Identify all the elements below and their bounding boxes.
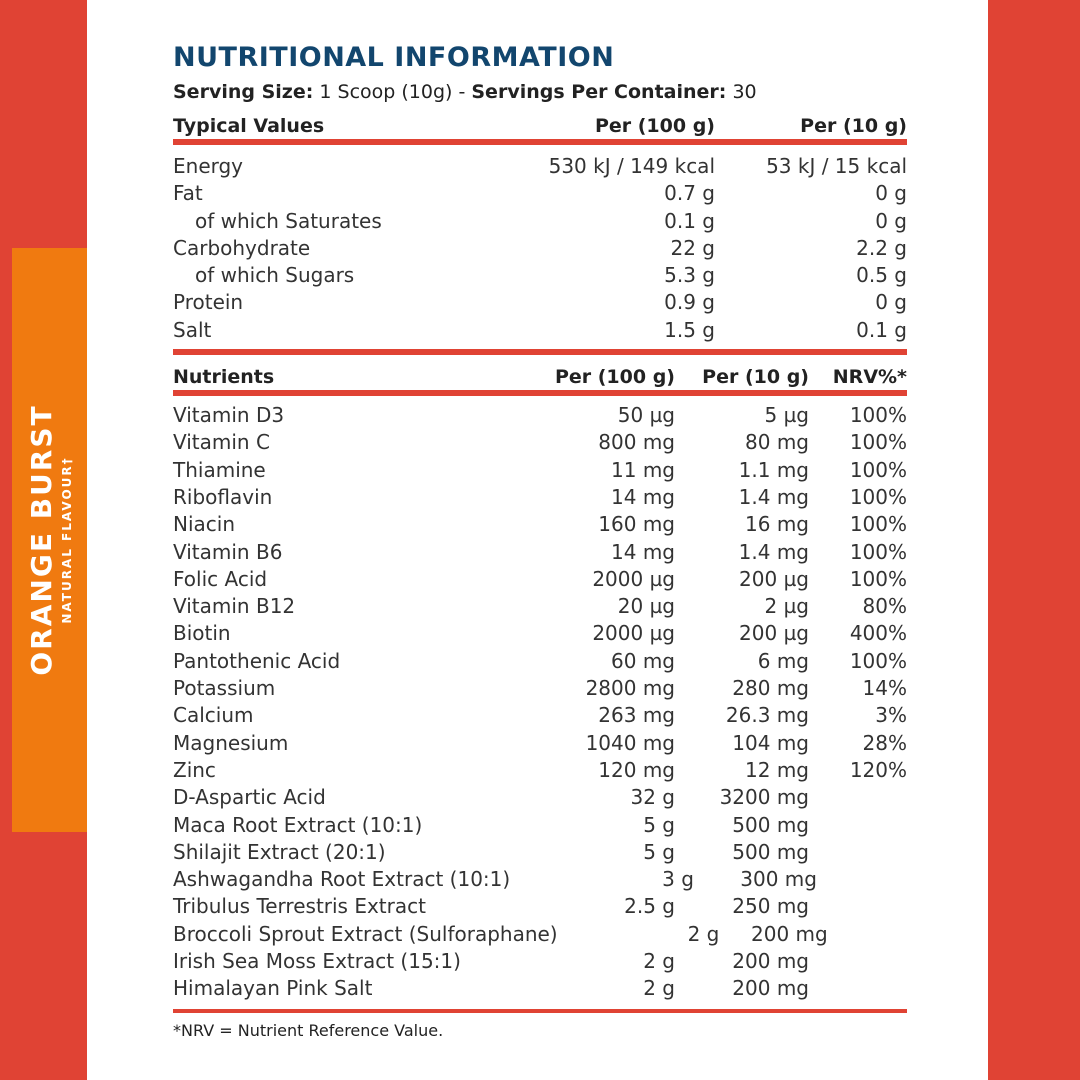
- row-value: 1.4 mg: [738, 539, 809, 564]
- table-row: [173, 402, 907, 429]
- row-label: Tribulus Terrestris Extract: [173, 894, 426, 919]
- header-nrv: NRV%*: [832, 366, 907, 389]
- row-label: Ashwagandha Root Extract (10:1): [173, 867, 511, 892]
- row-value: 400%: [849, 621, 907, 646]
- row-value: 0 g: [875, 290, 907, 315]
- table-row: [173, 511, 907, 538]
- row-value: 0.9 g: [664, 290, 715, 315]
- row-value: 263 mg: [598, 703, 675, 728]
- row-label: Energy: [173, 154, 244, 178]
- row-value: 2 g: [643, 976, 675, 1001]
- table-row: [173, 675, 907, 702]
- nutrition-panel: [173, 42, 907, 1041]
- row-value: 0.5 g: [856, 263, 907, 288]
- table-row: [173, 289, 907, 316]
- row-value: 3%: [875, 703, 907, 728]
- row-value: 104 mg: [732, 730, 809, 755]
- row-value: 200 mg: [751, 921, 828, 946]
- table-row: [173, 839, 907, 866]
- row-value: 530 kJ / 149 kcal: [548, 154, 715, 178]
- table-row: [173, 153, 907, 180]
- table-row: [173, 948, 907, 975]
- row-label: D-Aspartic Acid: [173, 785, 326, 810]
- row-label: Fat: [173, 181, 203, 206]
- flavour-name: ORANGE BURST: [24, 404, 58, 676]
- row-label: Vitamin D3: [173, 403, 285, 428]
- row-value: 120%: [849, 757, 907, 782]
- row-label: Irish Sea Moss Extract (15:1): [173, 949, 461, 974]
- row-value: 2 g: [643, 949, 675, 974]
- row-value: [809, 948, 907, 975]
- row-value: 500 mg: [732, 812, 809, 837]
- row-value: [817, 866, 907, 893]
- table-row: [173, 208, 907, 235]
- row-value: 11 mg: [611, 457, 675, 482]
- row-label: Pantothenic Acid: [173, 648, 341, 673]
- row-value: 5 g: [643, 839, 675, 864]
- header-per-10g: Per (10 g): [800, 115, 907, 137]
- table-row: [173, 757, 907, 784]
- row-value: 100%: [849, 430, 907, 455]
- table-row: [173, 730, 907, 757]
- row-value: 5 µg: [764, 403, 809, 428]
- nutrients-header: [173, 364, 907, 390]
- row-value: 100%: [849, 648, 907, 673]
- row-value: 60 mg: [611, 648, 675, 673]
- table-row: [173, 975, 907, 1002]
- row-value: [809, 839, 907, 866]
- row-value: 80%: [862, 594, 907, 619]
- row-value: 16 mg: [745, 512, 809, 537]
- servings-per-container-label: Servings Per Container:: [471, 81, 727, 103]
- row-value: [828, 921, 907, 948]
- row-value: 200 mg: [732, 976, 809, 1001]
- row-value: 2.5 g: [624, 894, 675, 919]
- row-value: [809, 812, 907, 839]
- row-label: Folic Acid: [173, 566, 268, 591]
- row-label: Maca Root Extract (10:1): [173, 812, 423, 837]
- row-value: 800 mg: [598, 430, 675, 455]
- row-label: Riboflavin: [173, 484, 273, 509]
- table-row: [173, 317, 907, 344]
- row-label: Biotin: [173, 621, 231, 646]
- table-row: [173, 235, 907, 262]
- flavour-tab: [12, 248, 87, 832]
- row-label: Broccoli Sprout Extract (Sulforaphane): [173, 921, 558, 946]
- table-row: [173, 539, 907, 566]
- divider: [173, 1009, 907, 1013]
- row-value: 2800 mg: [585, 676, 675, 701]
- row-value: 1.5 g: [664, 317, 715, 342]
- row-label: Magnesium: [173, 730, 289, 755]
- nutrients-table: [173, 396, 907, 1009]
- row-value: 14%: [862, 676, 907, 701]
- table-row: [173, 648, 907, 675]
- table-row: [173, 180, 907, 207]
- serving-line: [173, 80, 907, 104]
- row-value: 280 mg: [732, 676, 809, 701]
- row-label: Shilajit Extract (20:1): [173, 839, 386, 864]
- row-value: [809, 893, 907, 920]
- row-value: 22 g: [670, 235, 715, 260]
- row-value: 2000 µg: [592, 566, 675, 591]
- table-row: [173, 784, 907, 811]
- header-nutrients: Nutrients: [173, 366, 275, 389]
- row-value: 2.2 g: [856, 235, 907, 260]
- row-label: Calcium: [173, 703, 254, 728]
- row-value: 1040 mg: [585, 730, 675, 755]
- row-value: 6 mg: [757, 648, 809, 673]
- row-value: 250 mg: [732, 894, 809, 919]
- row-value: 160 mg: [598, 512, 675, 537]
- row-value: 100%: [849, 484, 907, 509]
- row-value: 50 µg: [617, 403, 675, 428]
- row-label: Himalayan Pink Salt: [173, 976, 373, 1001]
- row-value: 1.1 mg: [738, 457, 809, 482]
- row-value: 300 mg: [740, 867, 817, 892]
- table-row: [173, 566, 907, 593]
- row-value: 5.3 g: [664, 263, 715, 288]
- row-value: [809, 784, 907, 811]
- row-value: 0 g: [875, 208, 907, 233]
- row-value: 200 µg: [739, 566, 809, 591]
- row-label: Protein: [173, 290, 244, 315]
- table-row: [173, 457, 907, 484]
- row-value: 53 kJ / 15 kcal: [766, 154, 907, 178]
- header-per-10g: Per (10 g): [702, 366, 809, 389]
- table-row: [173, 893, 907, 920]
- table-row: [173, 921, 907, 948]
- row-value: 28%: [862, 730, 907, 755]
- row-label: Vitamin C: [173, 430, 270, 455]
- row-value: 100%: [849, 512, 907, 537]
- row-value: 12 mg: [745, 757, 809, 782]
- row-value: 200 mg: [732, 949, 809, 974]
- row-value: 100%: [849, 403, 907, 428]
- row-label: Zinc: [173, 757, 216, 782]
- row-value: 3 g: [662, 867, 694, 892]
- table-row: [173, 429, 907, 456]
- row-label: Vitamin B12: [173, 594, 296, 619]
- row-value: 5 g: [643, 812, 675, 837]
- typical-values-table: [173, 145, 907, 349]
- row-value: 2 g: [687, 921, 720, 946]
- row-value: 14 mg: [611, 484, 675, 509]
- row-value: 0.1 g: [856, 317, 907, 342]
- row-value: 2000 µg: [592, 621, 675, 646]
- row-value: 500 mg: [732, 839, 809, 864]
- row-value: [809, 975, 907, 1002]
- row-label: Vitamin B6: [173, 539, 283, 564]
- serving-size-value: 1 Scoop (10g): [319, 81, 453, 103]
- row-value: 100%: [849, 566, 907, 591]
- table-row: [173, 620, 907, 647]
- right-red-border: [988, 0, 1080, 1080]
- row-value: 2 µg: [764, 594, 809, 619]
- header-per-100g: Per (100 g): [594, 115, 715, 137]
- servings-per-container-value: 30: [732, 81, 757, 103]
- row-value: 120 mg: [598, 757, 675, 782]
- table-row: [173, 484, 907, 511]
- header-typical-values: Typical Values: [173, 115, 325, 137]
- row-label: of which Saturates: [195, 208, 382, 233]
- header-per-100g: Per (100 g): [554, 366, 675, 389]
- row-value: 100%: [849, 539, 907, 564]
- page-title: NUTRITIONAL INFORMATION: [173, 42, 615, 73]
- row-value: 26.3 mg: [725, 703, 809, 728]
- divider: [173, 349, 907, 355]
- row-value: 100%: [849, 457, 907, 482]
- row-value: 0.1 g: [664, 208, 715, 233]
- nrv-footnote: *NRV = Nutrient Reference Value.: [173, 1020, 444, 1040]
- table-row: [173, 262, 907, 289]
- table-row: [173, 812, 907, 839]
- table-row: [173, 866, 907, 893]
- row-value: 0.7 g: [664, 181, 715, 206]
- row-label: Carbohydrate: [173, 235, 311, 260]
- row-value: 32 g: [630, 785, 675, 810]
- flavour-subtitle: NATURAL FLAVOUR†: [59, 456, 74, 624]
- row-value: 14 mg: [611, 539, 675, 564]
- row-value: 80 mg: [745, 430, 809, 455]
- row-label: Salt: [173, 317, 212, 342]
- serving-size-label: Serving Size:: [173, 81, 314, 103]
- row-value: 3200 mg: [719, 785, 809, 810]
- row-value: 0 g: [875, 181, 907, 206]
- table-row: [173, 593, 907, 620]
- row-value: 200 µg: [739, 621, 809, 646]
- table-row: [173, 702, 907, 729]
- row-label: Potassium: [173, 676, 276, 701]
- row-value: 20 µg: [617, 594, 675, 619]
- row-label: Niacin: [173, 512, 236, 537]
- row-label: of which Sugars: [195, 263, 355, 288]
- row-value: 1.4 mg: [738, 484, 809, 509]
- typical-values-header: [173, 113, 907, 139]
- serving-separator: -: [458, 81, 466, 103]
- row-label: Thiamine: [173, 457, 266, 482]
